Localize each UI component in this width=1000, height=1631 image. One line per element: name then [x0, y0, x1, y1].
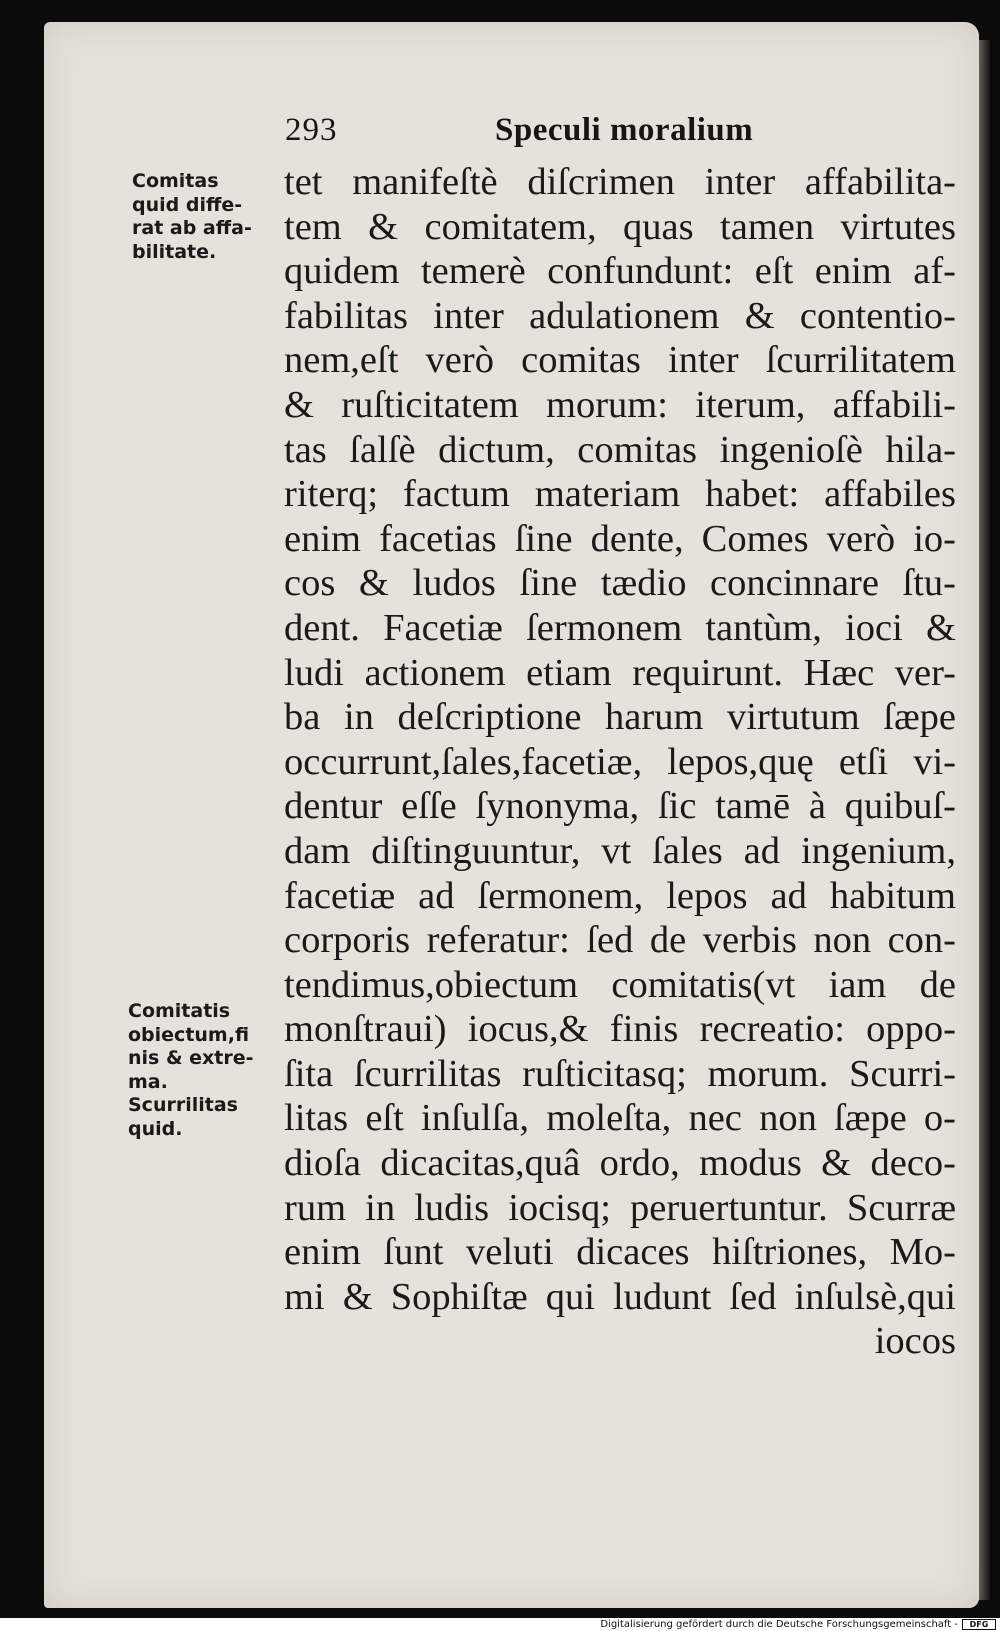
- text-line: quidem temerè confundunt: eſt enim af-: [284, 250, 956, 293]
- marginal-note-line: Scurrilitas: [128, 1094, 238, 1116]
- text-line: & ruſticitatem morum: iterum, affabili-: [284, 383, 956, 426]
- marginal-note: [132, 170, 252, 264]
- text-line: fabilitas inter adulationem & contentio-: [284, 294, 956, 337]
- body-text: [284, 160, 956, 1364]
- text-line: tet manifeſtè diſcrimen inter affabilita-: [284, 161, 956, 203]
- text-line: riterq; factum materiam habet: affabiles: [284, 473, 956, 516]
- text-line: nem,eſt verò comitas inter ſcurrilitatem: [284, 339, 956, 382]
- text-line: enim facetias ſine dente, Comes verò io-: [284, 517, 956, 560]
- text-line: monſtraui) iocus,& finis recreatio: oppo-: [284, 1008, 956, 1051]
- text-line: tem & comitatem, quas tamen virtutes: [284, 205, 956, 248]
- marginal-note-line: bilitate.: [132, 240, 217, 263]
- text-line: litas eſt inſulſa, moleſta, nec non ſæpe o-: [284, 1097, 956, 1140]
- marginal-note-line: nis & extre-: [128, 1047, 254, 1069]
- digitization-footer: [0, 1618, 1000, 1631]
- text-line: enim ſunt veluti dicaces hiſtriones, Mo-: [284, 1231, 956, 1274]
- text-line: cos & ludos ſine tædio concinnare ſtu-: [284, 562, 956, 605]
- text-line: ludi actionem etiam requirunt. Hæc ver-: [284, 651, 956, 694]
- text-line: rum in ludis iocisq; peruertuntur. Scurræ: [284, 1186, 956, 1229]
- marginal-note: [128, 1000, 254, 1141]
- text-line: dioſa dicacitas,quâ ordo, modus & deco-: [284, 1142, 956, 1185]
- text-line: mi & Sophiſtæ qui ludunt ſed inſulsè,qui: [284, 1275, 956, 1318]
- marginal-note-line: quid diffe-: [132, 193, 243, 216]
- catchword: iocos: [874, 1320, 956, 1363]
- text-line: ſita ſcurrilitas ruſticitasq; morum. Scurri-: [284, 1052, 956, 1095]
- marginal-note-line: Comitas: [132, 170, 219, 192]
- text-line: tas ſalſè dictum, comitas ingenioſè hila-: [284, 428, 956, 471]
- funding-credit: Digitalisierung gefördert durch die Deutsche Forschungsgemeinschaft -: [600, 1619, 958, 1630]
- running-title: Speculi moralium: [495, 112, 754, 148]
- text-line: occurrunt,ſales,facetiæ, lepos,quę etſi vi-: [284, 740, 956, 783]
- text-line: dent. Facetiæ ſermonem tantùm, ioci &: [284, 606, 956, 649]
- text-line: corporis referatur: ſed de verbis non con-: [284, 919, 956, 962]
- marginal-note-line: Comitatis: [128, 1000, 231, 1022]
- page-number: 293: [285, 112, 338, 148]
- marginal-note-line: rat ab affa-: [132, 217, 252, 239]
- marginal-note-line: obiectum,fi: [128, 1023, 250, 1046]
- text-line: tendimus,obiectum comitatis(vt iam de: [284, 963, 956, 1006]
- running-head: [285, 112, 785, 162]
- text-line: ba in deſcriptione harum virtutum ſæpe: [284, 696, 956, 739]
- marginal-note-line: quid.: [128, 1117, 183, 1140]
- text-line: dentur eſſe ſynonyma, ſic tamē à quibuſ-: [284, 785, 956, 828]
- dfg-logo: DFG: [962, 1619, 996, 1630]
- marginal-note-line: ma.: [128, 1070, 168, 1093]
- text-line: facetiæ ad ſermonem, lepos ad habitum: [284, 874, 956, 917]
- text-line: dam diſtinguuntur, vt ſales ad ingenium,: [284, 829, 956, 872]
